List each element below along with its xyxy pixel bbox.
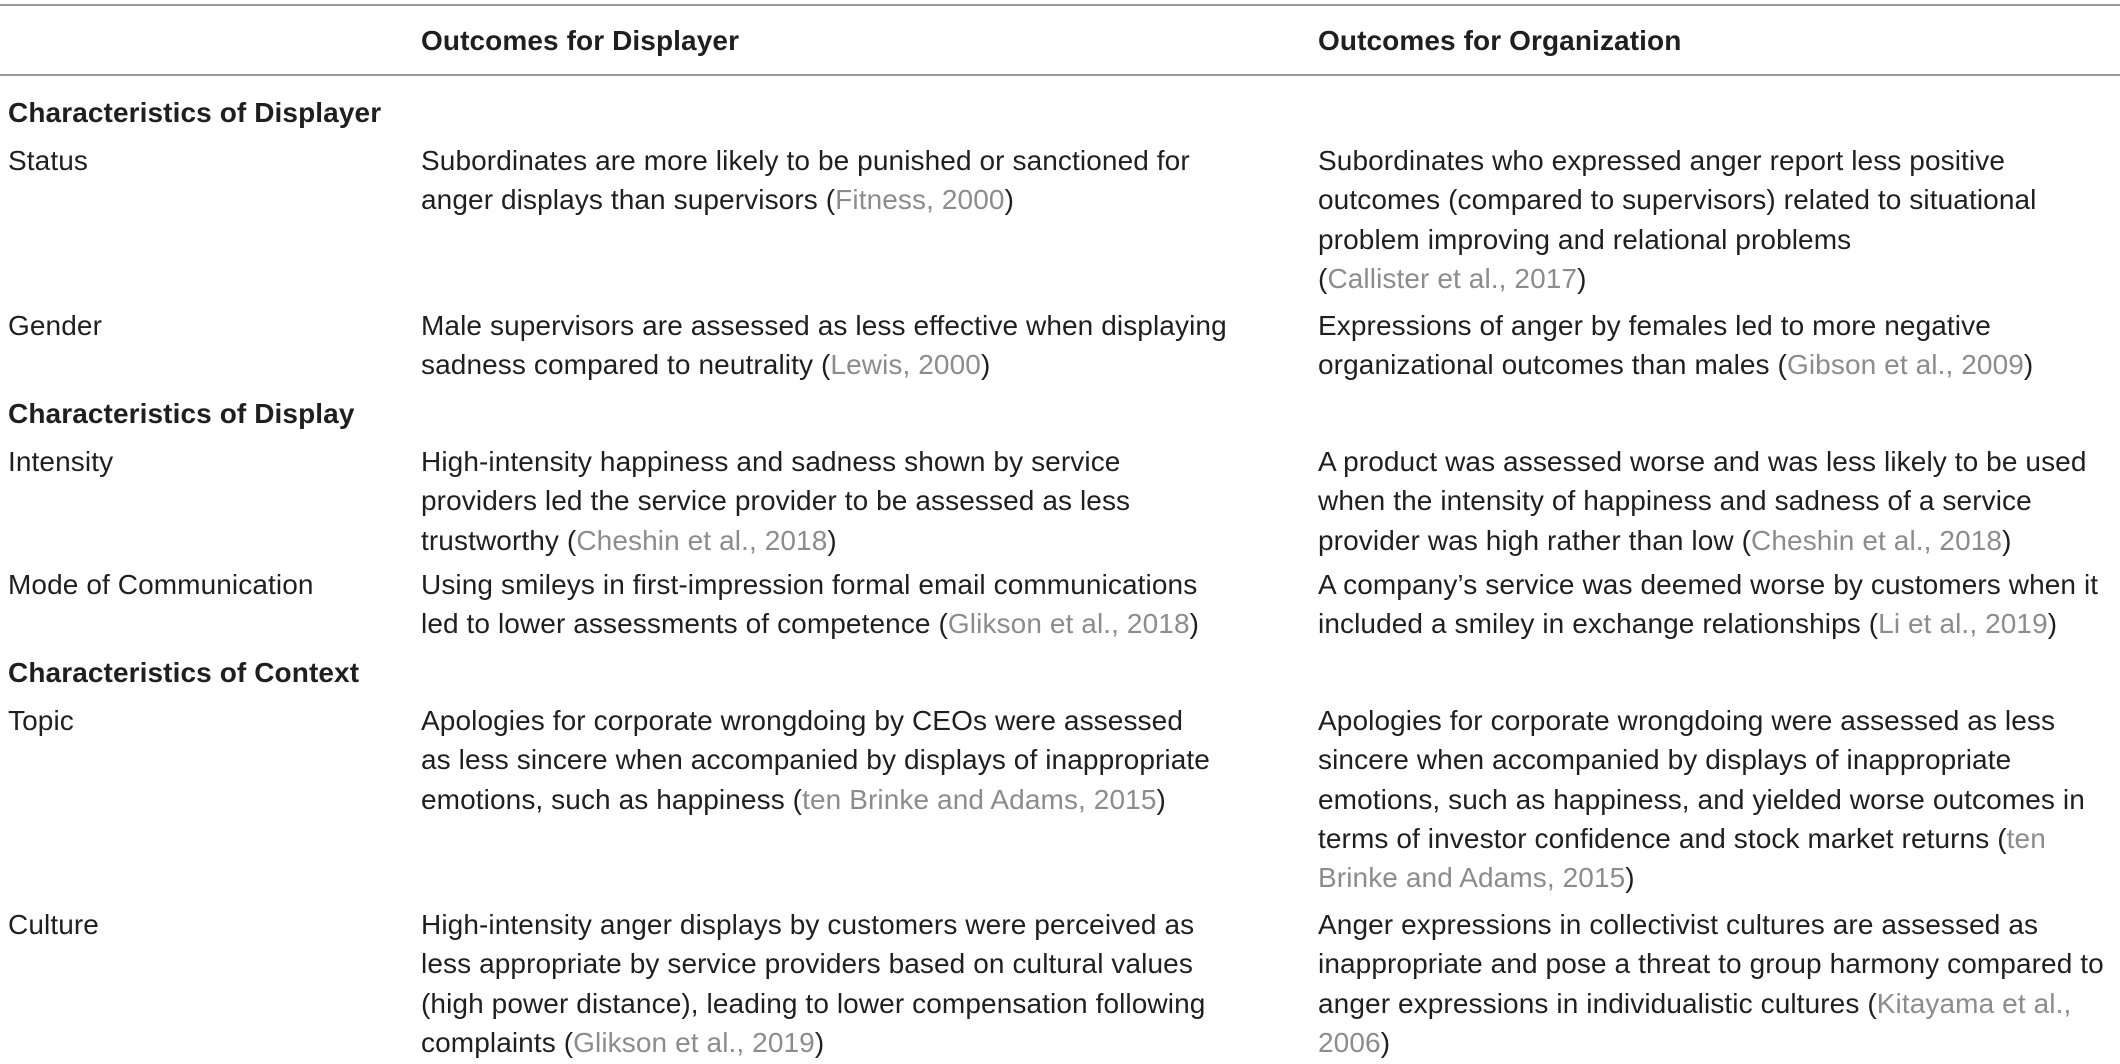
cell-text: provider was high rather than low (	[1318, 524, 1752, 556]
cell-text: complaints (	[421, 1026, 574, 1058]
cell-text: less appropriate by service providers based on cultural values	[421, 948, 1193, 980]
cell-text: )	[2023, 349, 2034, 381]
organization-outcome-line	[1318, 780, 2085, 819]
organization-outcome-line	[1318, 819, 2046, 858]
cell-text: when the intensity of happiness and sadness of a service	[1318, 485, 2032, 517]
section-title: Characteristics of Context	[8, 657, 360, 688]
cell-text: (high power distance), leading to lower compensation following	[421, 987, 1206, 1019]
cell-text: emotions, such as happiness, and yielded worse outcomes in	[1318, 783, 2085, 815]
cell-text: A product was assessed worse and was less likely to be used	[1318, 446, 2087, 477]
cell-text: )	[2002, 524, 2012, 556]
organization-outcome-line	[1318, 345, 2033, 384]
organization-outcome-line	[1318, 565, 2098, 604]
table-top-rule	[0, 4, 2120, 6]
row-label: Status	[8, 145, 88, 176]
cell-text: )	[980, 349, 991, 381]
citation-link: Li et al., 2019	[1878, 608, 2048, 640]
cell-text: A company’s service was deemed worse by customers when it	[1318, 569, 2099, 600]
cell-text: Apologies for corporate wrongdoing were assessed as less	[1318, 705, 2056, 736]
cell-text: Subordinates are more likely to be punished or sanctioned for	[421, 145, 1190, 176]
citation-link: Glikson et al., 2019	[573, 1026, 815, 1058]
displayer-outcome-line	[421, 604, 1199, 643]
cell-text: as less sincere when accompanied by displays of inappropriate	[421, 744, 1210, 776]
cell-text: anger displays than supervisors (	[421, 184, 836, 216]
organization-outcome-line	[1318, 521, 2012, 560]
cell-text: sadness compared to neutrality (	[421, 349, 831, 381]
header-outcomes-displayer: Outcomes for Displayer	[421, 25, 740, 56]
row-label: Mode of Communication	[8, 569, 314, 600]
organization-outcome-line	[1318, 905, 2038, 944]
organization-outcome-line	[1318, 442, 2087, 481]
citation-link: 2006	[1318, 1026, 1381, 1058]
organization-outcome-line	[1318, 701, 2055, 740]
citation-link: Cheshin et al., 2018	[576, 524, 828, 556]
organization-outcome-line	[1318, 141, 2005, 180]
citation-link: Glikson et al., 2018	[947, 608, 1190, 640]
citation-link: Cheshin et al., 2018	[1751, 524, 2003, 556]
displayer-outcome-line	[421, 442, 1120, 481]
header-bottom-rule	[0, 74, 2120, 76]
citation-link: Lewis, 2000	[830, 349, 981, 381]
cell-text: (	[1318, 262, 1328, 294]
citation-link: Callister et al., 2017	[1327, 262, 1578, 294]
row-label: Gender	[8, 310, 102, 341]
organization-outcome-line	[1318, 740, 2011, 779]
cell-text: led to lower assessments of competence (	[421, 608, 948, 640]
displayer-outcome-line	[421, 740, 1210, 779]
displayer-outcome-line	[421, 521, 837, 560]
organization-outcome-line	[1318, 604, 2057, 643]
cell-text: emotions, such as happiness (	[421, 783, 803, 815]
displayer-outcome-line	[421, 780, 1166, 819]
citation-link: Kitayama et al.,	[1876, 987, 2072, 1019]
citation-link: ten	[2006, 822, 2046, 854]
cell-text: problem improving and relational problems	[1318, 223, 1852, 255]
citation-link: Fitness, 2000	[835, 184, 1005, 216]
organization-outcome-line	[1318, 259, 1587, 298]
cell-text: )	[1004, 184, 1015, 216]
displayer-outcome-line	[421, 565, 1197, 604]
cell-text: Male supervisors are assessed as less effective when displaying	[421, 310, 1227, 341]
cell-text: )	[827, 524, 837, 556]
cell-text: )	[1625, 862, 1635, 894]
displayer-outcome-line	[421, 141, 1190, 180]
row-label: Topic	[8, 705, 74, 736]
cell-text: )	[1156, 783, 1166, 815]
cell-text: terms of investor confidence and stock market returns (	[1318, 822, 2007, 854]
cell-text: )	[1577, 262, 1587, 294]
displayer-outcome-line	[421, 701, 1183, 740]
displayer-outcome-line	[421, 1023, 824, 1062]
citation-link: Brinke and Adams, 2015	[1318, 862, 1626, 894]
displayer-outcome-line	[421, 345, 990, 384]
cell-text: Expressions of anger by females led to more negative	[1318, 310, 1991, 341]
cell-text: Subordinates who expressed anger report less positive	[1318, 145, 2006, 176]
cell-text: anger expressions in individualistic cultures (	[1318, 987, 1877, 1019]
organization-outcome-line	[1318, 481, 2032, 520]
organization-outcome-line	[1318, 180, 2036, 219]
row-label: Intensity	[8, 446, 114, 477]
organization-outcome-line	[1318, 984, 2071, 1023]
organization-outcome-line	[1318, 306, 1991, 345]
organization-outcome-line	[1318, 1023, 1390, 1062]
row-label: Culture	[8, 909, 99, 940]
displayer-outcome-line	[421, 481, 1130, 520]
cell-text: )	[1380, 1026, 1391, 1058]
cell-text: High-intensity happiness and sadness shown by service	[421, 446, 1121, 477]
cell-text: )	[2047, 608, 2058, 640]
cell-text: )	[1189, 608, 1200, 640]
displayer-outcome-line	[421, 984, 1205, 1023]
cell-text: outcomes (compared to supervisors) related to situational	[1318, 184, 2037, 216]
organization-outcome-line	[1318, 220, 1851, 259]
citation-link: ten Brinke and Adams, 2015	[802, 783, 1157, 815]
citation-link: Gibson et al., 2009	[1786, 349, 2024, 381]
header-outcomes-organization: Outcomes for Organization	[1318, 25, 1682, 56]
displayer-outcome-line	[421, 306, 1227, 345]
displayer-outcome-line	[421, 944, 1193, 983]
organization-outcome-line	[1318, 944, 2104, 983]
cell-text: inappropriate and pose a threat to group harmony compared to	[1318, 948, 2104, 980]
cell-text: High-intensity anger displays by customers were perceived as	[421, 909, 1195, 940]
cell-text: sincere when accompanied by displays of inappropriate	[1318, 744, 2012, 776]
cell-text: Anger expressions in collectivist cultures are assessed as	[1318, 909, 2039, 940]
section-title: Characteristics of Displayer	[8, 97, 382, 128]
organization-outcome-line	[1318, 858, 1635, 897]
cell-text: trustworthy (	[421, 524, 577, 556]
displayer-outcome-line	[421, 180, 1014, 219]
cell-text: Using smileys in first-impression formal email communications	[421, 569, 1198, 600]
displayer-outcome-line	[421, 905, 1194, 944]
cell-text: )	[814, 1026, 825, 1058]
cell-text: Apologies for corporate wrongdoing by CEOs were assessed	[421, 705, 1183, 736]
cell-text: included a smiley in exchange relationships (	[1318, 608, 1879, 640]
cell-text: organizational outcomes than males (	[1318, 349, 1787, 381]
section-title: Characteristics of Display	[8, 398, 355, 429]
cell-text: providers led the service provider to be assessed as less	[421, 485, 1131, 517]
